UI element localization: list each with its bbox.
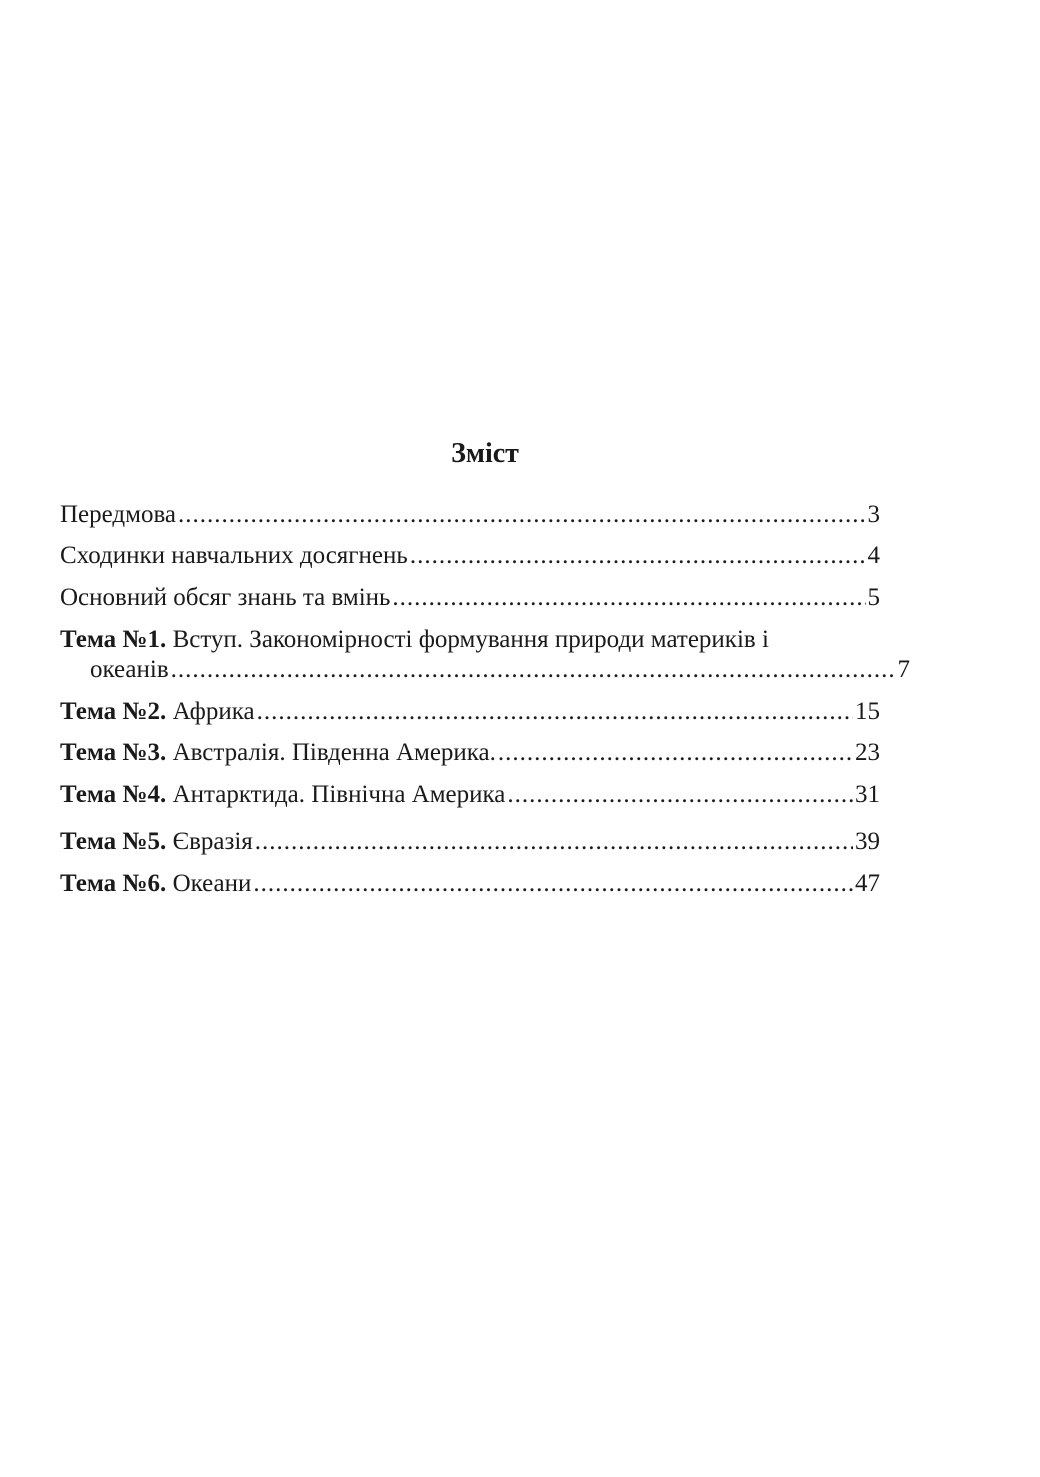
toc-entry-label: Австралія. Південна Америка.	[166, 739, 496, 766]
toc-topic-number: Тема №1.	[60, 626, 167, 653]
toc-page-number: 15	[855, 698, 880, 725]
toc-page-number: 39	[855, 828, 880, 855]
toc-entry-label: Океани	[166, 870, 252, 897]
toc-topic-number: Тема №6.	[60, 870, 167, 897]
dot-leader	[507, 780, 853, 810]
dot-leader	[178, 500, 865, 530]
toc-entry-topic-5[interactable]	[60, 827, 880, 857]
toc-topic-number: Тема №2.	[60, 698, 167, 725]
toc-entry-topic-1[interactable]	[60, 625, 910, 685]
toc-topic-number: Тема №4.	[60, 781, 167, 808]
toc-entry-topic-6[interactable]	[60, 869, 880, 899]
toc-page-number: 7	[897, 656, 910, 683]
toc-topic-number: Тема №3.	[60, 739, 167, 766]
dot-leader	[498, 738, 853, 768]
toc-page-number: 4	[867, 542, 880, 569]
toc-entry-topic-4[interactable]	[60, 780, 880, 810]
toc-page-number: 3	[867, 501, 880, 528]
toc-topic-number: Тема №5.	[60, 828, 167, 855]
toc-entry-label: Вступ. Закономірності формування природи материків і	[166, 626, 769, 653]
dot-leader	[171, 655, 896, 685]
toc-entry-knowledge-scope[interactable]	[60, 583, 880, 613]
toc-entry-label: Передмова	[60, 501, 177, 528]
toc-entry-achievement-levels[interactable]	[60, 541, 880, 571]
toc-entry-foreword[interactable]	[60, 500, 880, 530]
dot-leader	[253, 869, 853, 899]
dot-leader	[255, 827, 853, 857]
toc-page-number: 31	[855, 781, 880, 808]
toc-entry-label: Африка	[166, 698, 255, 725]
toc-entry-label: Антарктида. Північна Америка	[166, 781, 506, 808]
toc-entry-label-continued: океанів	[90, 656, 169, 683]
toc-entry-topic-3[interactable]	[60, 738, 880, 768]
page-title: Зміст	[451, 438, 519, 469]
toc-page-number: 23	[855, 739, 880, 766]
toc-entry-label: Сходинки навчальних досягнень	[60, 542, 408, 569]
toc-page-number: 5	[867, 584, 880, 611]
dot-leader	[257, 697, 853, 727]
toc-page-number: 47	[855, 870, 880, 897]
dot-leader	[392, 583, 865, 613]
toc-entry-label: Основний обсяг знань та вмінь	[60, 584, 391, 611]
toc-entry-label: Євразія	[166, 828, 253, 855]
dot-leader	[410, 541, 866, 571]
toc-entry-topic-2[interactable]	[60, 697, 880, 727]
